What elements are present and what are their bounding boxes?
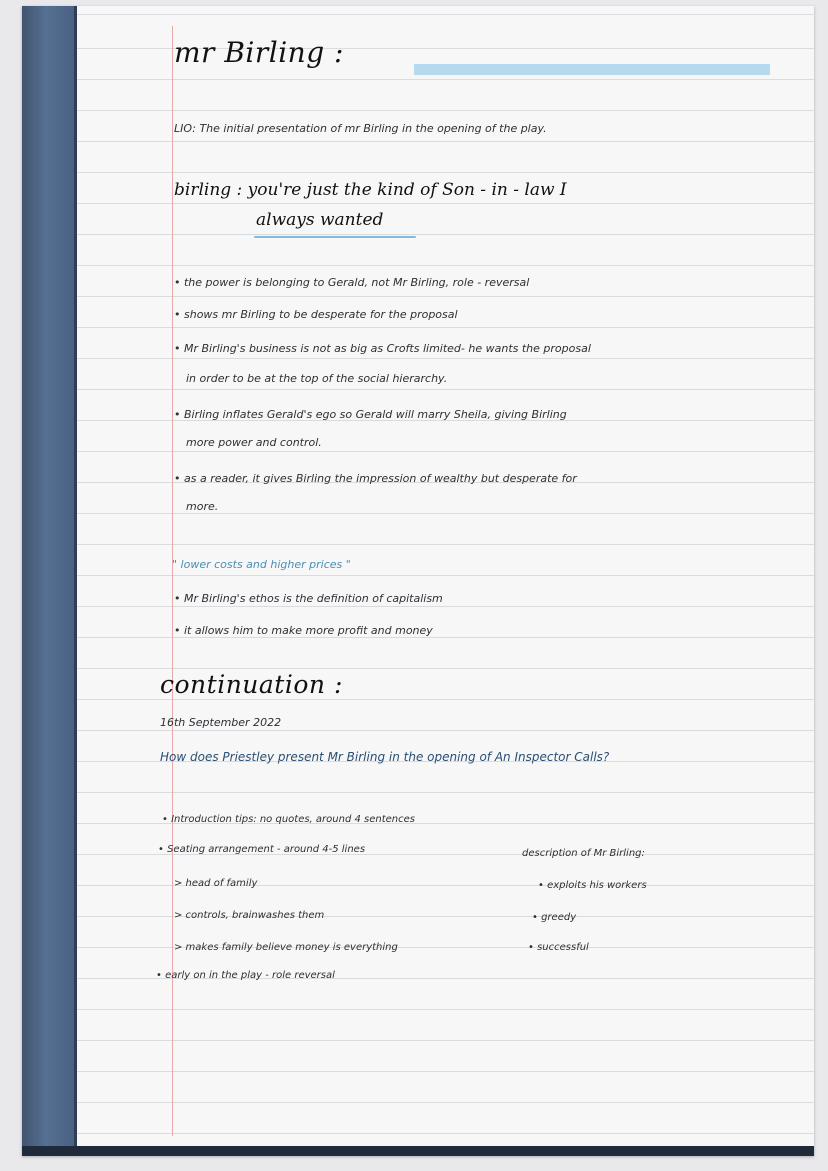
quote-line-2: always wanted bbox=[256, 210, 384, 230]
analysis-line: • shows mr Birling to be desperate for the proposal bbox=[174, 308, 458, 321]
right-note: • successful bbox=[528, 942, 589, 953]
title-highlight bbox=[414, 64, 770, 75]
quote-2: " lower costs and higher prices " bbox=[172, 558, 351, 571]
quote-underline bbox=[254, 236, 416, 238]
analysis-line: • as a reader, it gives Birling the impression of wealthy but desperate for bbox=[174, 472, 577, 485]
essay-question: How does Priestley present Mr Birling in the opening of An Inspector Calls? bbox=[160, 750, 610, 764]
analysis-line: more. bbox=[186, 500, 219, 513]
notebook-page bbox=[22, 6, 814, 1156]
note-line: > makes family believe money is everything bbox=[174, 942, 398, 953]
analysis-line: • Mr Birling's ethos is the definition of capitalism bbox=[174, 592, 443, 605]
note-line: > controls, brainwashes them bbox=[174, 910, 325, 921]
continuation-title: continuation : bbox=[160, 670, 343, 699]
analysis-line: in order to be at the top of the social hierarchy. bbox=[186, 372, 448, 385]
quote-line-1: birling : you're just the kind of Son - in - law I bbox=[174, 180, 567, 200]
learning-objective: LIO: The initial presentation of mr Birling in the opening of the play. bbox=[174, 122, 547, 135]
analysis-line: • it allows him to make more profit and money bbox=[174, 624, 433, 637]
analysis-line: • Birling inflates Gerald's ego so Gerald will marry Sheila, giving Birling bbox=[174, 408, 567, 421]
page-bottom-shadow bbox=[22, 1146, 814, 1156]
analysis-line: • Mr Birling's business is not as big as Crofts limited- he wants the proposal bbox=[174, 342, 591, 355]
right-note: • exploits his workers bbox=[538, 880, 647, 891]
analysis-line: • the power is belonging to Gerald, not Mr Birling, role - reversal bbox=[174, 276, 530, 289]
notebook-binding bbox=[22, 6, 77, 1156]
date: 16th September 2022 bbox=[160, 716, 282, 729]
right-notes-title: description of Mr Birling: bbox=[522, 848, 645, 859]
note-line: • early on in the play - role reversal bbox=[156, 970, 335, 981]
page-title: mr Birling : bbox=[174, 36, 344, 69]
note-line: • Seating arrangement - around 4-5 lines bbox=[158, 844, 366, 855]
note-line: > head of family bbox=[174, 878, 258, 889]
note-line: • Introduction tips: no quotes, around 4 sentences bbox=[162, 814, 415, 825]
right-note: • greedy bbox=[532, 912, 577, 923]
analysis-line: more power and control. bbox=[186, 436, 322, 449]
